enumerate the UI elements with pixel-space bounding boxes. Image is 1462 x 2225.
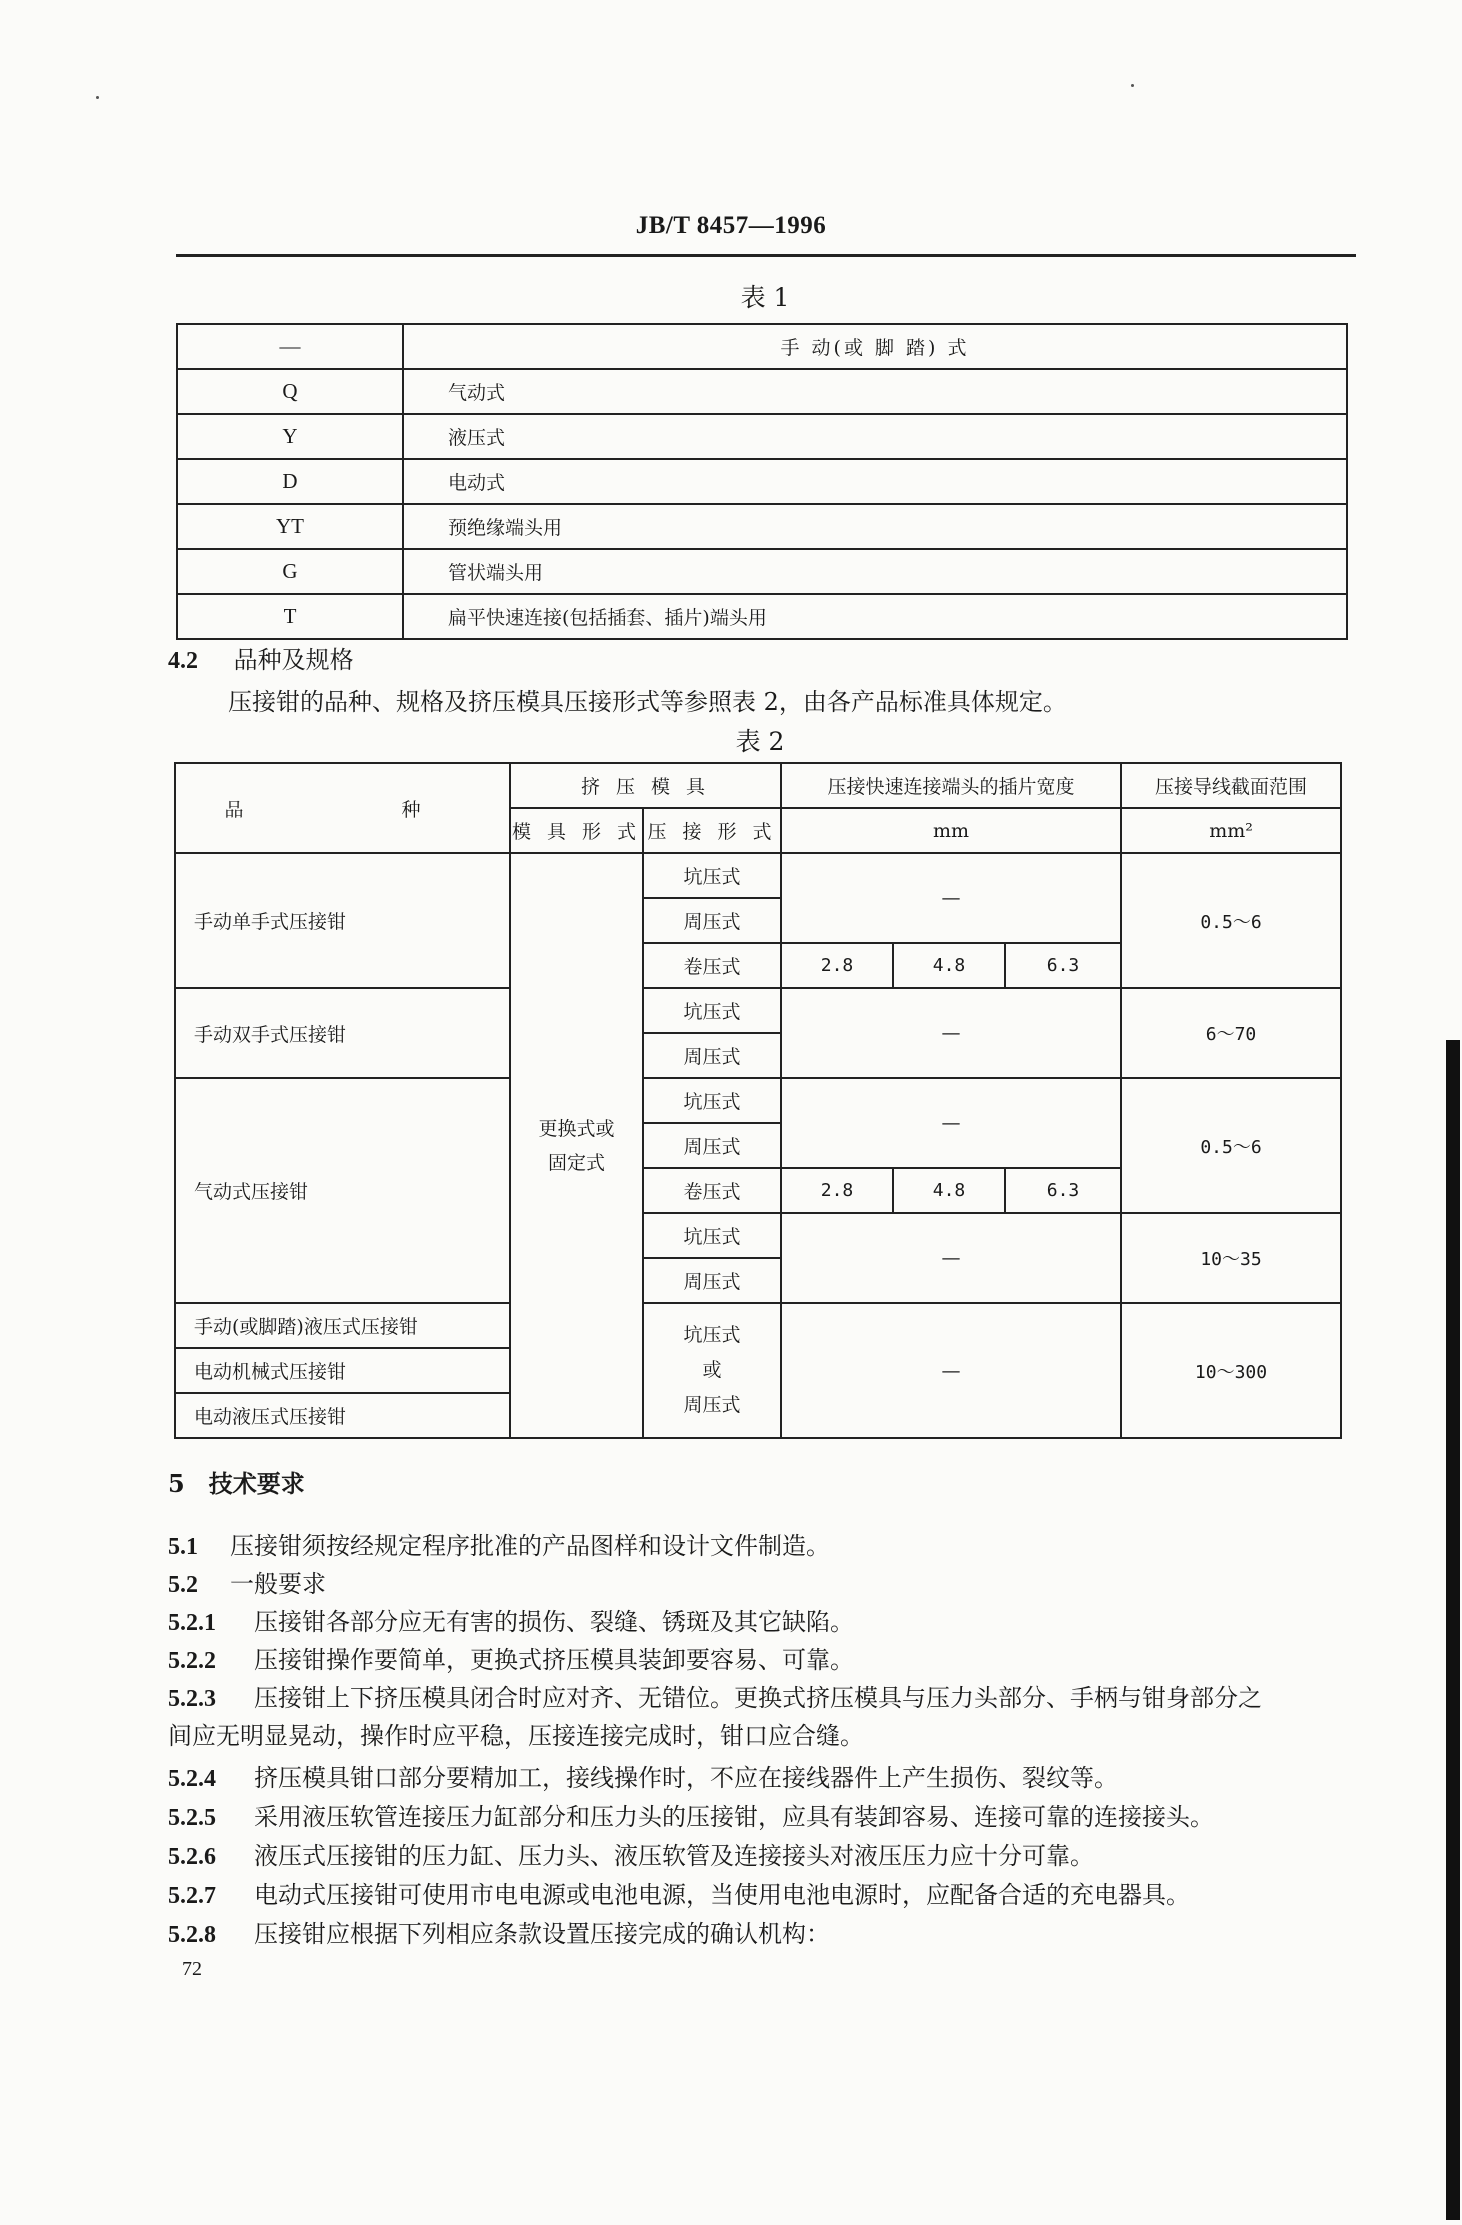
crimp-cell: 卷压式 bbox=[643, 1168, 781, 1213]
clause-text: 压接钳应根据下列相应条款设置压接完成的确认机构： bbox=[254, 1920, 830, 1948]
range-cell: 0.5～6 bbox=[1121, 1078, 1341, 1213]
table1-caption: 表 1 bbox=[740, 283, 790, 312]
code-cell: G bbox=[177, 549, 403, 594]
crimp-cell: 坑压式 bbox=[643, 988, 781, 1033]
variety-cell: 手动单手式压接钳 bbox=[175, 853, 510, 988]
desc-cell: 管状端头用 bbox=[403, 549, 1347, 594]
section-range-header: 压接导线截面范围 bbox=[1121, 763, 1341, 808]
desc-cell: 扁平快速连接(包括插套、插片)端头用 bbox=[403, 594, 1347, 639]
table-row bbox=[177, 504, 1347, 549]
clause bbox=[168, 1915, 1358, 1954]
section-title: 品种及规格 bbox=[233, 646, 354, 674]
dash-cell: — bbox=[781, 988, 1121, 1078]
clause-number: 5.1 bbox=[168, 1534, 198, 1560]
width-cell: 2.8 bbox=[781, 943, 893, 988]
variety-cell: 电动机械式压接钳 bbox=[175, 1348, 510, 1393]
code-cell: D bbox=[177, 459, 403, 504]
crimp-cell: 周压式 bbox=[643, 1123, 781, 1168]
variety-header: 品 种 bbox=[175, 763, 510, 853]
clause-number: 5.2.5 bbox=[168, 1805, 216, 1831]
desc-cell: 气动式 bbox=[403, 369, 1347, 414]
table2 bbox=[174, 762, 1342, 1439]
section-number: 4.2 bbox=[168, 648, 198, 674]
desc-cell: 电动式 bbox=[403, 459, 1347, 504]
clause bbox=[168, 1876, 1358, 1915]
section-unit: mm² bbox=[1121, 808, 1341, 853]
table-row bbox=[177, 369, 1347, 414]
crimp-form-header: 压 接 形 式 bbox=[643, 808, 781, 853]
clause-number: 5.2.1 bbox=[168, 1610, 216, 1636]
crimp-cell: 周压式 bbox=[643, 1258, 781, 1303]
clause bbox=[168, 1798, 1358, 1837]
clause-number: 5.2.2 bbox=[168, 1648, 216, 1674]
die-form-header: 模 具 形 式 bbox=[510, 808, 643, 853]
clause-text: 压接钳上下挤压模具闭合时应对齐、无错位。更换式挤压模具与压力头部分、手柄与钳身部分之 bbox=[254, 1684, 1262, 1712]
clause-number: 5.2.3 bbox=[168, 1686, 216, 1712]
clause bbox=[168, 1565, 1358, 1604]
width-cell: 2.8 bbox=[781, 1168, 893, 1213]
crimp-cell: 卷压式 bbox=[643, 943, 781, 988]
variety-cell: 电动液压式压接钳 bbox=[175, 1393, 510, 1438]
range-cell: 10～35 bbox=[1121, 1213, 1341, 1303]
clause-number: 5.2 bbox=[168, 1572, 198, 1598]
dash-cell: — bbox=[781, 1078, 1121, 1168]
clause-number: 5.2.6 bbox=[168, 1844, 216, 1870]
code-cell: Y bbox=[177, 414, 403, 459]
table-row bbox=[177, 549, 1347, 594]
dash-cell: — bbox=[781, 853, 1121, 943]
crimp-cell: 坑压式 bbox=[643, 1078, 781, 1123]
code-cell: T bbox=[177, 594, 403, 639]
table-row bbox=[177, 594, 1347, 639]
table1 bbox=[176, 323, 1348, 640]
clause-text: 液压式压接钳的压力缸、压力头、液压软管及连接接头对液压压力应十分可靠。 bbox=[254, 1842, 1094, 1870]
clause-text: 压接钳操作要简单，更换式挤压模具装卸要容易、可靠。 bbox=[254, 1646, 854, 1674]
clause bbox=[168, 1679, 1358, 1718]
table-row bbox=[177, 324, 1347, 369]
variety-cell: 气动式压接钳 bbox=[175, 1078, 510, 1303]
clause-number: 5.2.8 bbox=[168, 1922, 216, 1948]
die-header: 挤 压 模 具 bbox=[510, 763, 781, 808]
clause bbox=[168, 1837, 1358, 1876]
clause bbox=[168, 1641, 1358, 1680]
clause-continuation bbox=[168, 1717, 1358, 1755]
clause bbox=[168, 1527, 1358, 1566]
clause-number: 5.2.4 bbox=[168, 1766, 216, 1792]
clause-text: 间应无明显晃动，操作时应平稳，压接连接完成时，钳口应合缝。 bbox=[168, 1722, 864, 1750]
tab-width-header: 压接快速连接端头的插片宽度 bbox=[781, 763, 1121, 808]
range-cell: 10～300 bbox=[1121, 1303, 1341, 1438]
code-cell: YT bbox=[177, 504, 403, 549]
clause bbox=[168, 1759, 1358, 1798]
page-number: 72 bbox=[182, 1958, 202, 1980]
desc-cell: 液压式 bbox=[403, 414, 1347, 459]
clause bbox=[168, 1603, 1358, 1642]
clause-text: 采用液压软管连接压力缸部分和压力头的压接钳，应具有装卸容易、连接可靠的连接接头。 bbox=[254, 1803, 1214, 1831]
section-4-2-heading bbox=[168, 641, 1358, 680]
crimp-cell: 坑压式 bbox=[643, 1213, 781, 1258]
width-cell: 6.3 bbox=[1005, 1168, 1121, 1213]
crimp-cell: 坑压式 bbox=[643, 853, 781, 898]
header-rule bbox=[176, 254, 1356, 257]
clause-text: 压接钳各部分应无有害的损伤、裂缝、锈斑及其它缺陷。 bbox=[254, 1608, 854, 1636]
clause-text: 挤压模具钳口部分要精加工，接线操作时，不应在接线器件上产生损伤、裂纹等。 bbox=[254, 1764, 1118, 1792]
width-cell: 4.8 bbox=[893, 1168, 1005, 1213]
crimp-cell: 周压式 bbox=[643, 1033, 781, 1078]
table-row bbox=[177, 459, 1347, 504]
range-cell: 6～70 bbox=[1121, 988, 1341, 1078]
clause-text: 电动式压接钳可使用市电电源或电池电源，当使用电池电源时，应配备合适的充电器具。 bbox=[254, 1881, 1190, 1909]
scan-edge-shadow bbox=[1446, 1040, 1460, 2220]
tab-width-unit: mm bbox=[781, 808, 1121, 853]
clause-number: 5.2.7 bbox=[168, 1883, 216, 1909]
clause-text: 一般要求 bbox=[230, 1570, 326, 1598]
section-4-2-text: 压接钳的品种、规格及挤压模具压接形式等参照表 2，由各产品标准具体规定。 bbox=[228, 688, 1067, 716]
code-cell: — bbox=[177, 324, 403, 369]
dash-cell: — bbox=[781, 1303, 1121, 1438]
crimp-cell: 坑压式 或 周压式 bbox=[643, 1303, 781, 1438]
crimp-cell: 周压式 bbox=[643, 898, 781, 943]
document-number: JB/T 8457—1996 bbox=[635, 212, 827, 239]
variety-cell: 手动双手式压接钳 bbox=[175, 988, 510, 1078]
code-cell: Q bbox=[177, 369, 403, 414]
dash-cell: — bbox=[781, 1213, 1121, 1303]
table-row bbox=[177, 414, 1347, 459]
width-cell: 6.3 bbox=[1005, 943, 1121, 988]
width-cell: 4.8 bbox=[893, 943, 1005, 988]
desc-cell: 预绝缘端头用 bbox=[403, 504, 1347, 549]
clause-text: 压接钳须按经规定程序批准的产品图样和设计文件制造。 bbox=[230, 1532, 830, 1560]
scan-speck bbox=[96, 96, 99, 99]
die-form-cell: 更换式或 固定式 bbox=[510, 853, 643, 1438]
section-5-title: 5 技术要求 bbox=[168, 1469, 305, 1498]
desc-cell: 手 动(或 脚 踏) 式 bbox=[403, 324, 1347, 369]
variety-cell: 手动(或脚踏)液压式压接钳 bbox=[175, 1303, 510, 1348]
range-cell: 0.5～6 bbox=[1121, 853, 1341, 988]
scan-speck bbox=[1131, 84, 1134, 87]
table2-caption: 表 2 bbox=[735, 727, 785, 756]
